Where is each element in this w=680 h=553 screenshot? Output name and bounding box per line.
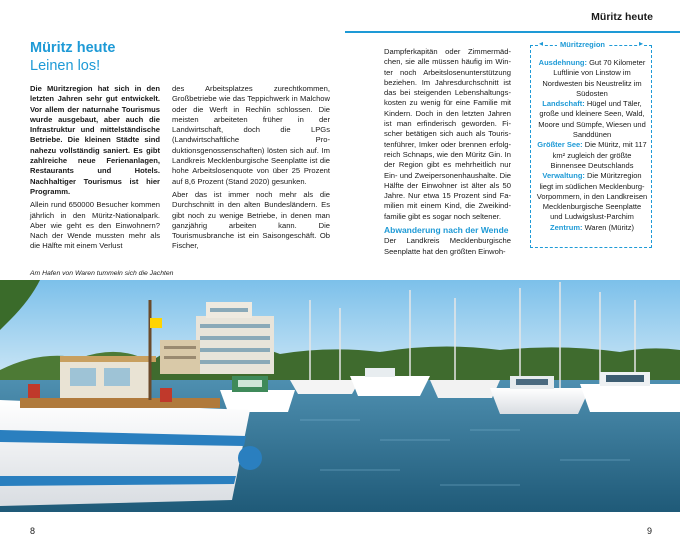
info-key: Landschaft: bbox=[542, 99, 585, 109]
info-value: Hügel und Täler, große und kleinere Seen, Wald, Moore und Sümpfe, Wiesen und Sanddünen bbox=[538, 99, 646, 140]
info-value: Die Müritz, mit 117 km² zugleich der größte Binnensee Deutschlands bbox=[550, 140, 647, 170]
info-value: Die Müritzregion liegt im südlichen Mecklenburg-Vorpommern, in den Landkreisen Mecklenburgische Seenplatte und Ludwigslust-Parchim bbox=[536, 171, 648, 222]
header-rule bbox=[345, 31, 680, 33]
photo-caption: Am Hafen von Waren tummeln sich die Jachten bbox=[30, 270, 174, 277]
lead-paragraph: Die Müritzregion hat sich in den letzten Jahren sehr gut entwickelt. Vor allem der naturnahe Tourismus wurde ausgebaut, aber auch die Infrastruktur und mittelständische Betriebe. Die kleinen Städte sind nahezu vollständig saniert. Es gibt zahlreiche neue Ferienanlagen, Restaurants und Hotels. Nachhaltiger Tourismus ist hier Programm. bbox=[30, 84, 160, 196]
harbor-photo bbox=[0, 280, 680, 512]
body-paragraph: Aber das ist immer noch mehr als die Durchschnitt in den alten Bundesländern. Es gibt noch zu wenige Betriebe, in denen man ganzjährig arbeiten kann. Die Tourismusbranche ist ein Saisongeschäft. Ob Fischer, bbox=[172, 189, 330, 251]
info-item bbox=[536, 58, 648, 99]
body-paragraph: Allein rund 650000 Besucher kommen jährlich in den Müritz-Nationalpark. Aber wie geht es den Einwohnern? Nach der Wende mussten mehr als die Hälfte mit einem Verlust bbox=[30, 200, 160, 251]
info-key: Ausdehnung: bbox=[538, 58, 587, 67]
info-item bbox=[536, 140, 648, 171]
article-title bbox=[30, 39, 160, 75]
running-head: Müritz heute bbox=[591, 11, 653, 23]
info-box bbox=[530, 39, 652, 248]
info-item bbox=[536, 171, 648, 222]
harbor-illustration bbox=[0, 280, 680, 512]
info-value: Gut 70 Kilometer Luftlinie von Linstow im Nordwesten bis Neustrelitz im Südosten bbox=[542, 58, 646, 98]
page-header bbox=[0, 0, 680, 32]
body-paragraph: Dampferkapitän oder Zimmermädchen, sie alle müssen häufig im Winter noch Arbeitslosenunterstützung beziehen. Im Jahresdurchschnitt ist das bei steigenden Lebenshaltungskosten zu wenig für eine Familie mit Kindern. Doch in den letzten Jahren ist man erfinderisch geworden. Fischer betätigen sich auch als Touristenführer, Imker oder brennen erfolgreich Schnaps, wie den Müritz Gin. In der Region gibt es mehrheitlich nur Ein- und Zweipersonenhaushalte. Die Hälfte der Einwohner ist älter als 50 Jahre. Nur etwa 15 Prozent sind Familien mit einem Kind, die Zweikindfamilie gibt es sogar noch seltener. bbox=[384, 47, 511, 221]
info-box-title: Müritzregion bbox=[557, 40, 608, 49]
body-paragraph: Der Landkreis Mecklenburgische Seenplatte hat den größten Einwoh- bbox=[384, 236, 511, 256]
info-item bbox=[536, 223, 648, 233]
title-line-1: Müritz heute bbox=[30, 40, 116, 56]
info-key: Verwaltung: bbox=[542, 171, 585, 181]
info-key: Größter See: bbox=[537, 140, 583, 150]
page-number-left: 8 bbox=[30, 526, 36, 536]
title-line-2: Leinen los! bbox=[30, 58, 101, 74]
info-box-content bbox=[536, 58, 648, 233]
text-column-2 bbox=[172, 84, 330, 255]
page-number-right: 9 bbox=[646, 526, 652, 536]
info-item bbox=[536, 99, 648, 140]
text-column-1 bbox=[30, 84, 160, 255]
section-subhead: Abwanderung nach der Wende bbox=[384, 225, 509, 236]
info-key: Zentrum: bbox=[550, 222, 583, 232]
body-paragraph: des Arbeitsplatzes zurechtkommen, Großbetriebe wie das Teppichwerk in Malchow oder die Werft in Rechlin schlossen. Die meisten arbeiteten früher in der Landwirtschaft, doch die LPGs (Landwirtschaftliche Produktionsgenossenschaften) lösten sich auf. Im Landkreis Mecklenburgische Seenplatte ist die hohe Arbeitslosenquote von über 25 Prozent auf 8,6 Prozent (Stand 2020) gesunken. bbox=[172, 84, 330, 186]
text-column-3 bbox=[384, 47, 511, 260]
info-value: Waren (Müritz) bbox=[582, 222, 634, 232]
arrow-right-icon: ▸ bbox=[638, 39, 643, 48]
arrow-left-icon: ◂ bbox=[539, 39, 544, 48]
